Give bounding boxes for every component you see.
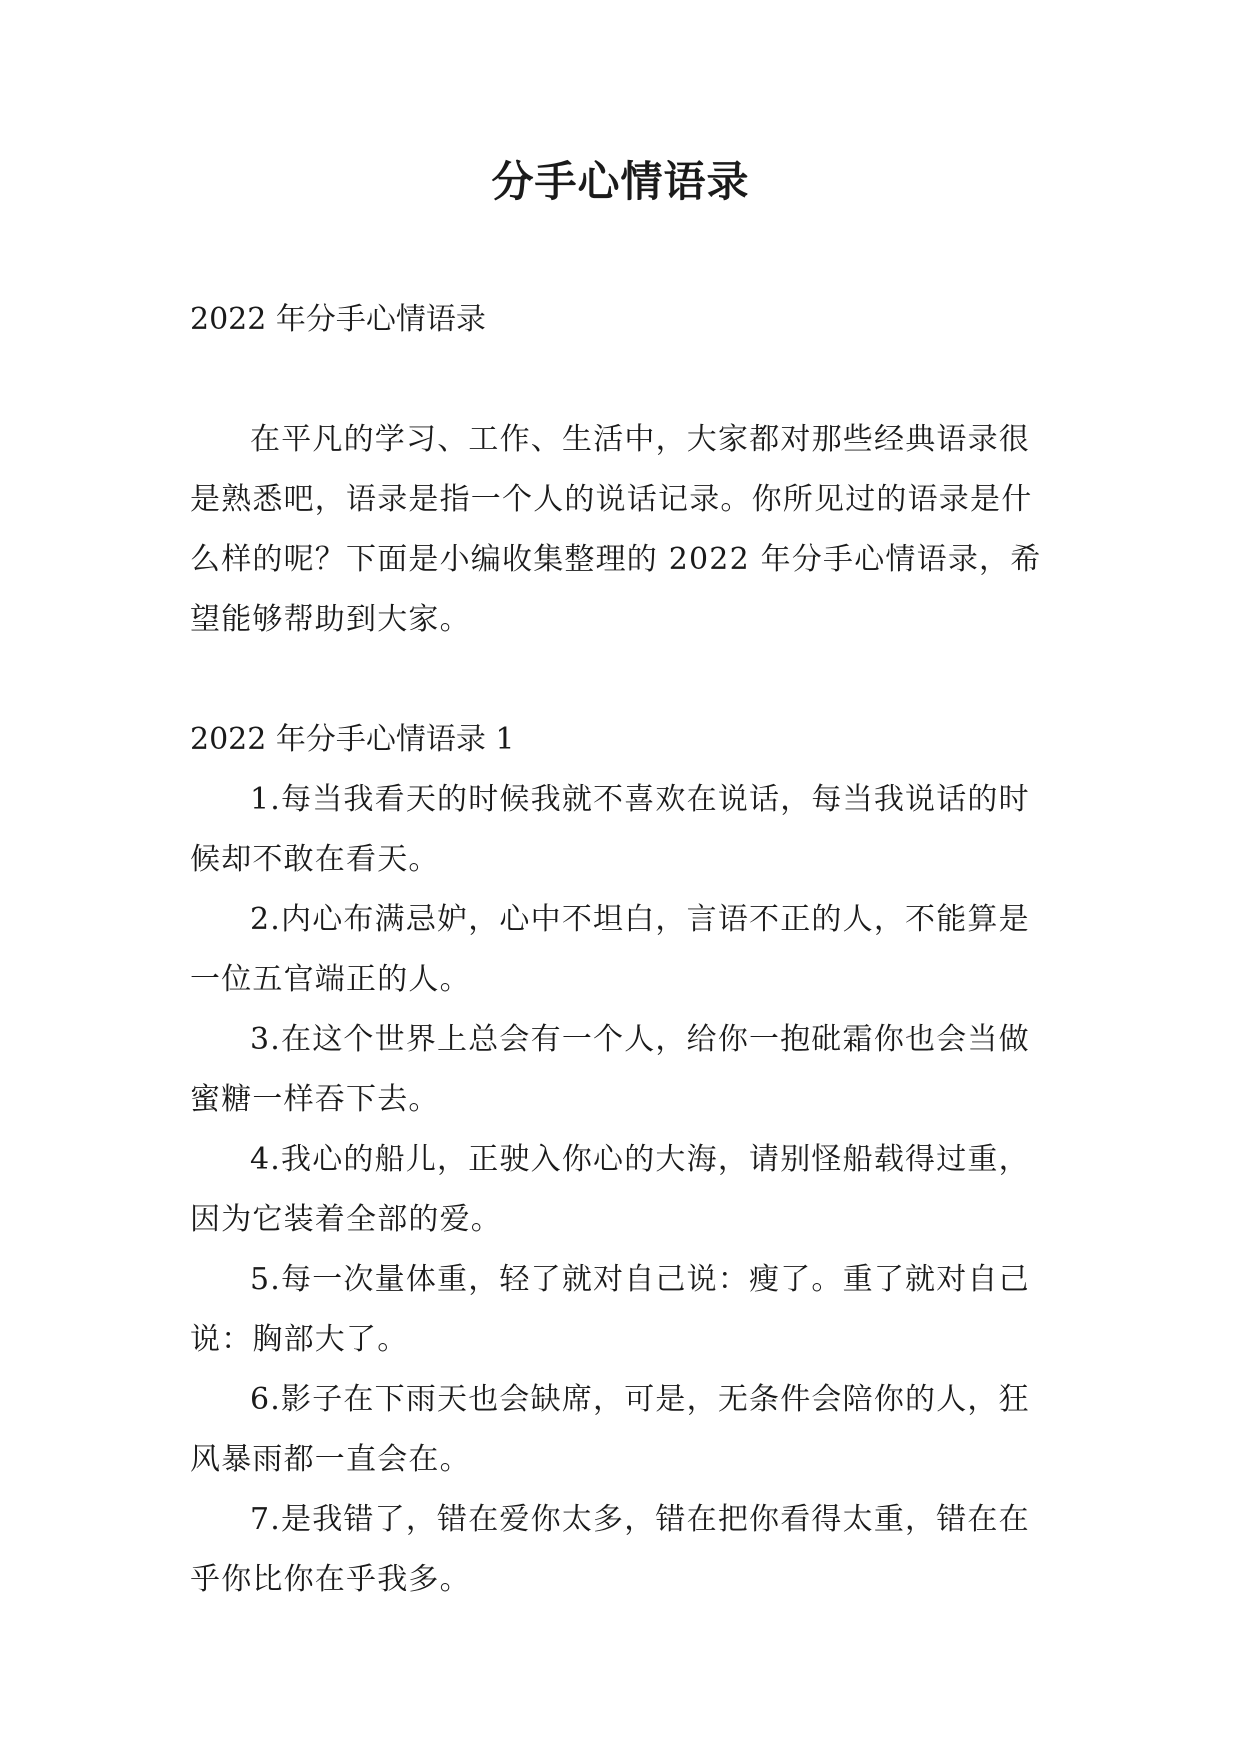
quote-list — [190, 770, 1052, 1610]
quote-item: 2.内心布满忌妒，心中不坦白，言语不正的人，不能算是一位五官端正的人。 — [190, 902, 1030, 997]
quote-item: 4.我心的船儿，正驶入你心的大海，请别怪船载得过重，因为它装着全部的爱。 — [190, 1142, 1030, 1237]
intro-paragraph: 在平凡的学习、工作、生活中，大家都对那些经典语录很是熟悉吧，语录是指一个人的说话记录。你所见过的语录是什么样的呢？下面是小编收集整理的 2022 年分手心情语录，希望能够帮助到大家。 — [190, 422, 1042, 637]
quote-item: 1.每当我看天的时候我就不喜欢在说话，每当我说话的时候却不敢在看天。 — [190, 782, 1030, 877]
quote-item: 7.是我错了，错在爱你太多，错在把你看得太重，错在在乎你比你在乎我多。 — [190, 1502, 1030, 1597]
document-title: 分手心情语录 — [491, 157, 750, 206]
section-heading: 2022 年分手心情语录 1 — [190, 722, 515, 757]
quote-item: 5.每一次量体重，轻了就对自己说：瘦了。重了就对自己说：胸部大了。 — [190, 1262, 1030, 1357]
document-body — [190, 290, 1052, 1610]
quote-item: 3.在这个世界上总会有一个人，给你一抱砒霜你也会当做蜜糖一样吞下去。 — [190, 1022, 1030, 1117]
document-subtitle: 2022 年分手心情语录 — [190, 302, 486, 337]
quote-item: 6.影子在下雨天也会缺席，可是，无条件会陪你的人，狂风暴雨都一直会在。 — [190, 1382, 1030, 1477]
